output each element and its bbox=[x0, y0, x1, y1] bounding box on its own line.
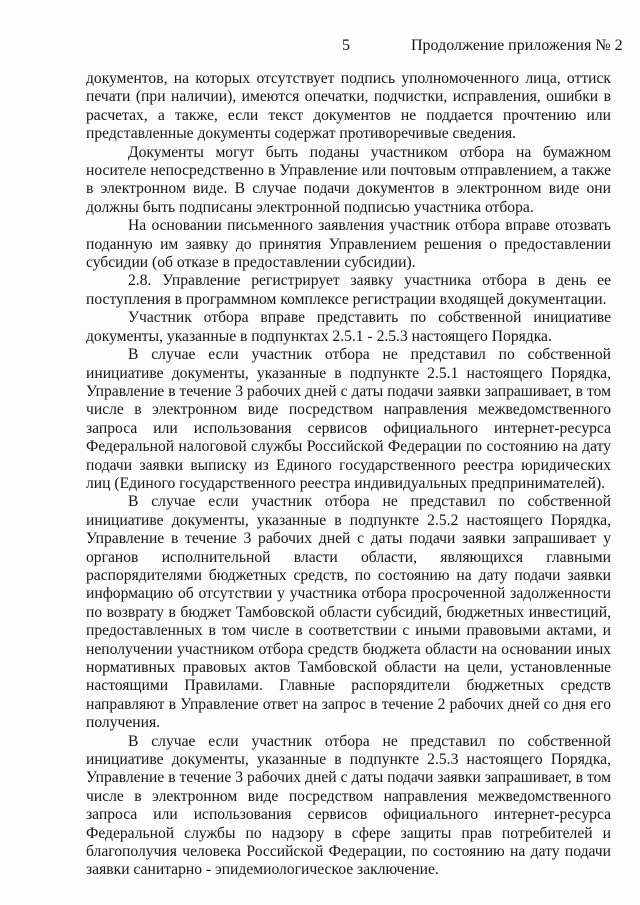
document-body bbox=[86, 70, 611, 880]
page-number: 5 bbox=[342, 37, 350, 54]
paragraph-withdrawal: На основании письменного заявления участник отбора вправе отозвать поданную им заявку до принятия Управлением решения о предоставлении субсидии (об отказе в предоставлении субсидии). bbox=[86, 217, 611, 272]
paragraph-continuation: документов, на которых отсутствует подпись уполномоченного лица, оттиск печати (при наличии), имеются опечатки, подчистки, исправления, ошибки в расчетах, а также, если текст документов не поддается прочтению или представленные документы содержат противоречивые сведения. bbox=[86, 70, 611, 143]
paragraph-own-initiative: Участник отбора вправе представить по собственной инициативе документы, указанные в подпунктах 2.5.1 - 2.5.3 настоящего Порядка. bbox=[86, 309, 611, 345]
paragraph-2-8-registration: 2.8. Управление регистрирует заявку участника отбора в день ее поступления в программном комплексе регистрации входящей документации. bbox=[86, 272, 611, 308]
paragraph-2-5-3-request: В случае если участник отбора не представил по собственной инициативе документы, указанные в подпункте 2.5.3 настоящего Порядка, Управление в течение 3 рабочих дней с даты подачи заявки запрашивает, в том числе в электронном виде посредством направления межведомственного запроса или использования сервисов официального интернет-ресурса Федеральной службы по надзору в сфере защиты прав потребителей и благополучия человека Российской Федерации, по состоянию на дату подачи заявки санитарно - эпидемиологическое заключение. bbox=[86, 732, 611, 879]
paragraph-2-5-1-request: В случае если участник отбора не представил по собственной инициативе документы, указанные в подпункте 2.5.1 настоящего Порядка, Управление в течение 3 рабочих дней с даты подачи заявки запрашивает, в том числе в электронном виде посредством направления межведомственного запроса или использования сервисов официального интернет-ресурса Федеральной налоговой службы Российской Федерации по состоянию на дату подачи заявки выписку из Единого государственного реестра юридических лиц (Единого государственного реестра индивидуальных предпринимателей). bbox=[86, 346, 611, 492]
paragraph-submission-methods: Документы могут быть поданы участником отбора на бумажном носителе непосредственно в Управление или почтовым отправлением, а также в электронном виде. В случае подачи документов в электронном виде они должны быть подписаны электронной подписью участника отбора. bbox=[86, 143, 611, 216]
paragraph-2-5-2-request: В случае если участник отбора не представил по собственной инициативе документы, указанные в подпункте 2.5.2 настоящего Порядка, Управление в течение 3 рабочих дней с даты подачи заявки запрашивает у органов исполнительной власти области, являющихся главными распорядителями бюджетных средств, по состоянию на дату подачи заявки информацию об отсутствии у участника отбора просроченной задолженности по возврату в бюджет Тамбовской области субсидий, бюджетных инвестиций, предоставленных в том числе в соответствии с иными правовыми актами, и неполучении участником отбора средств бюджета области на основании иных нормативных правовых актов Тамбовской области на цели, установленные настоящими Правилами. Главные распорядители бюджетных средств направляют в Управление ответ на запрос в течение 2 рабочих дней со дня его получения. bbox=[86, 493, 611, 732]
appendix-continuation-note: Продолжение приложения № 2 bbox=[411, 37, 623, 54]
